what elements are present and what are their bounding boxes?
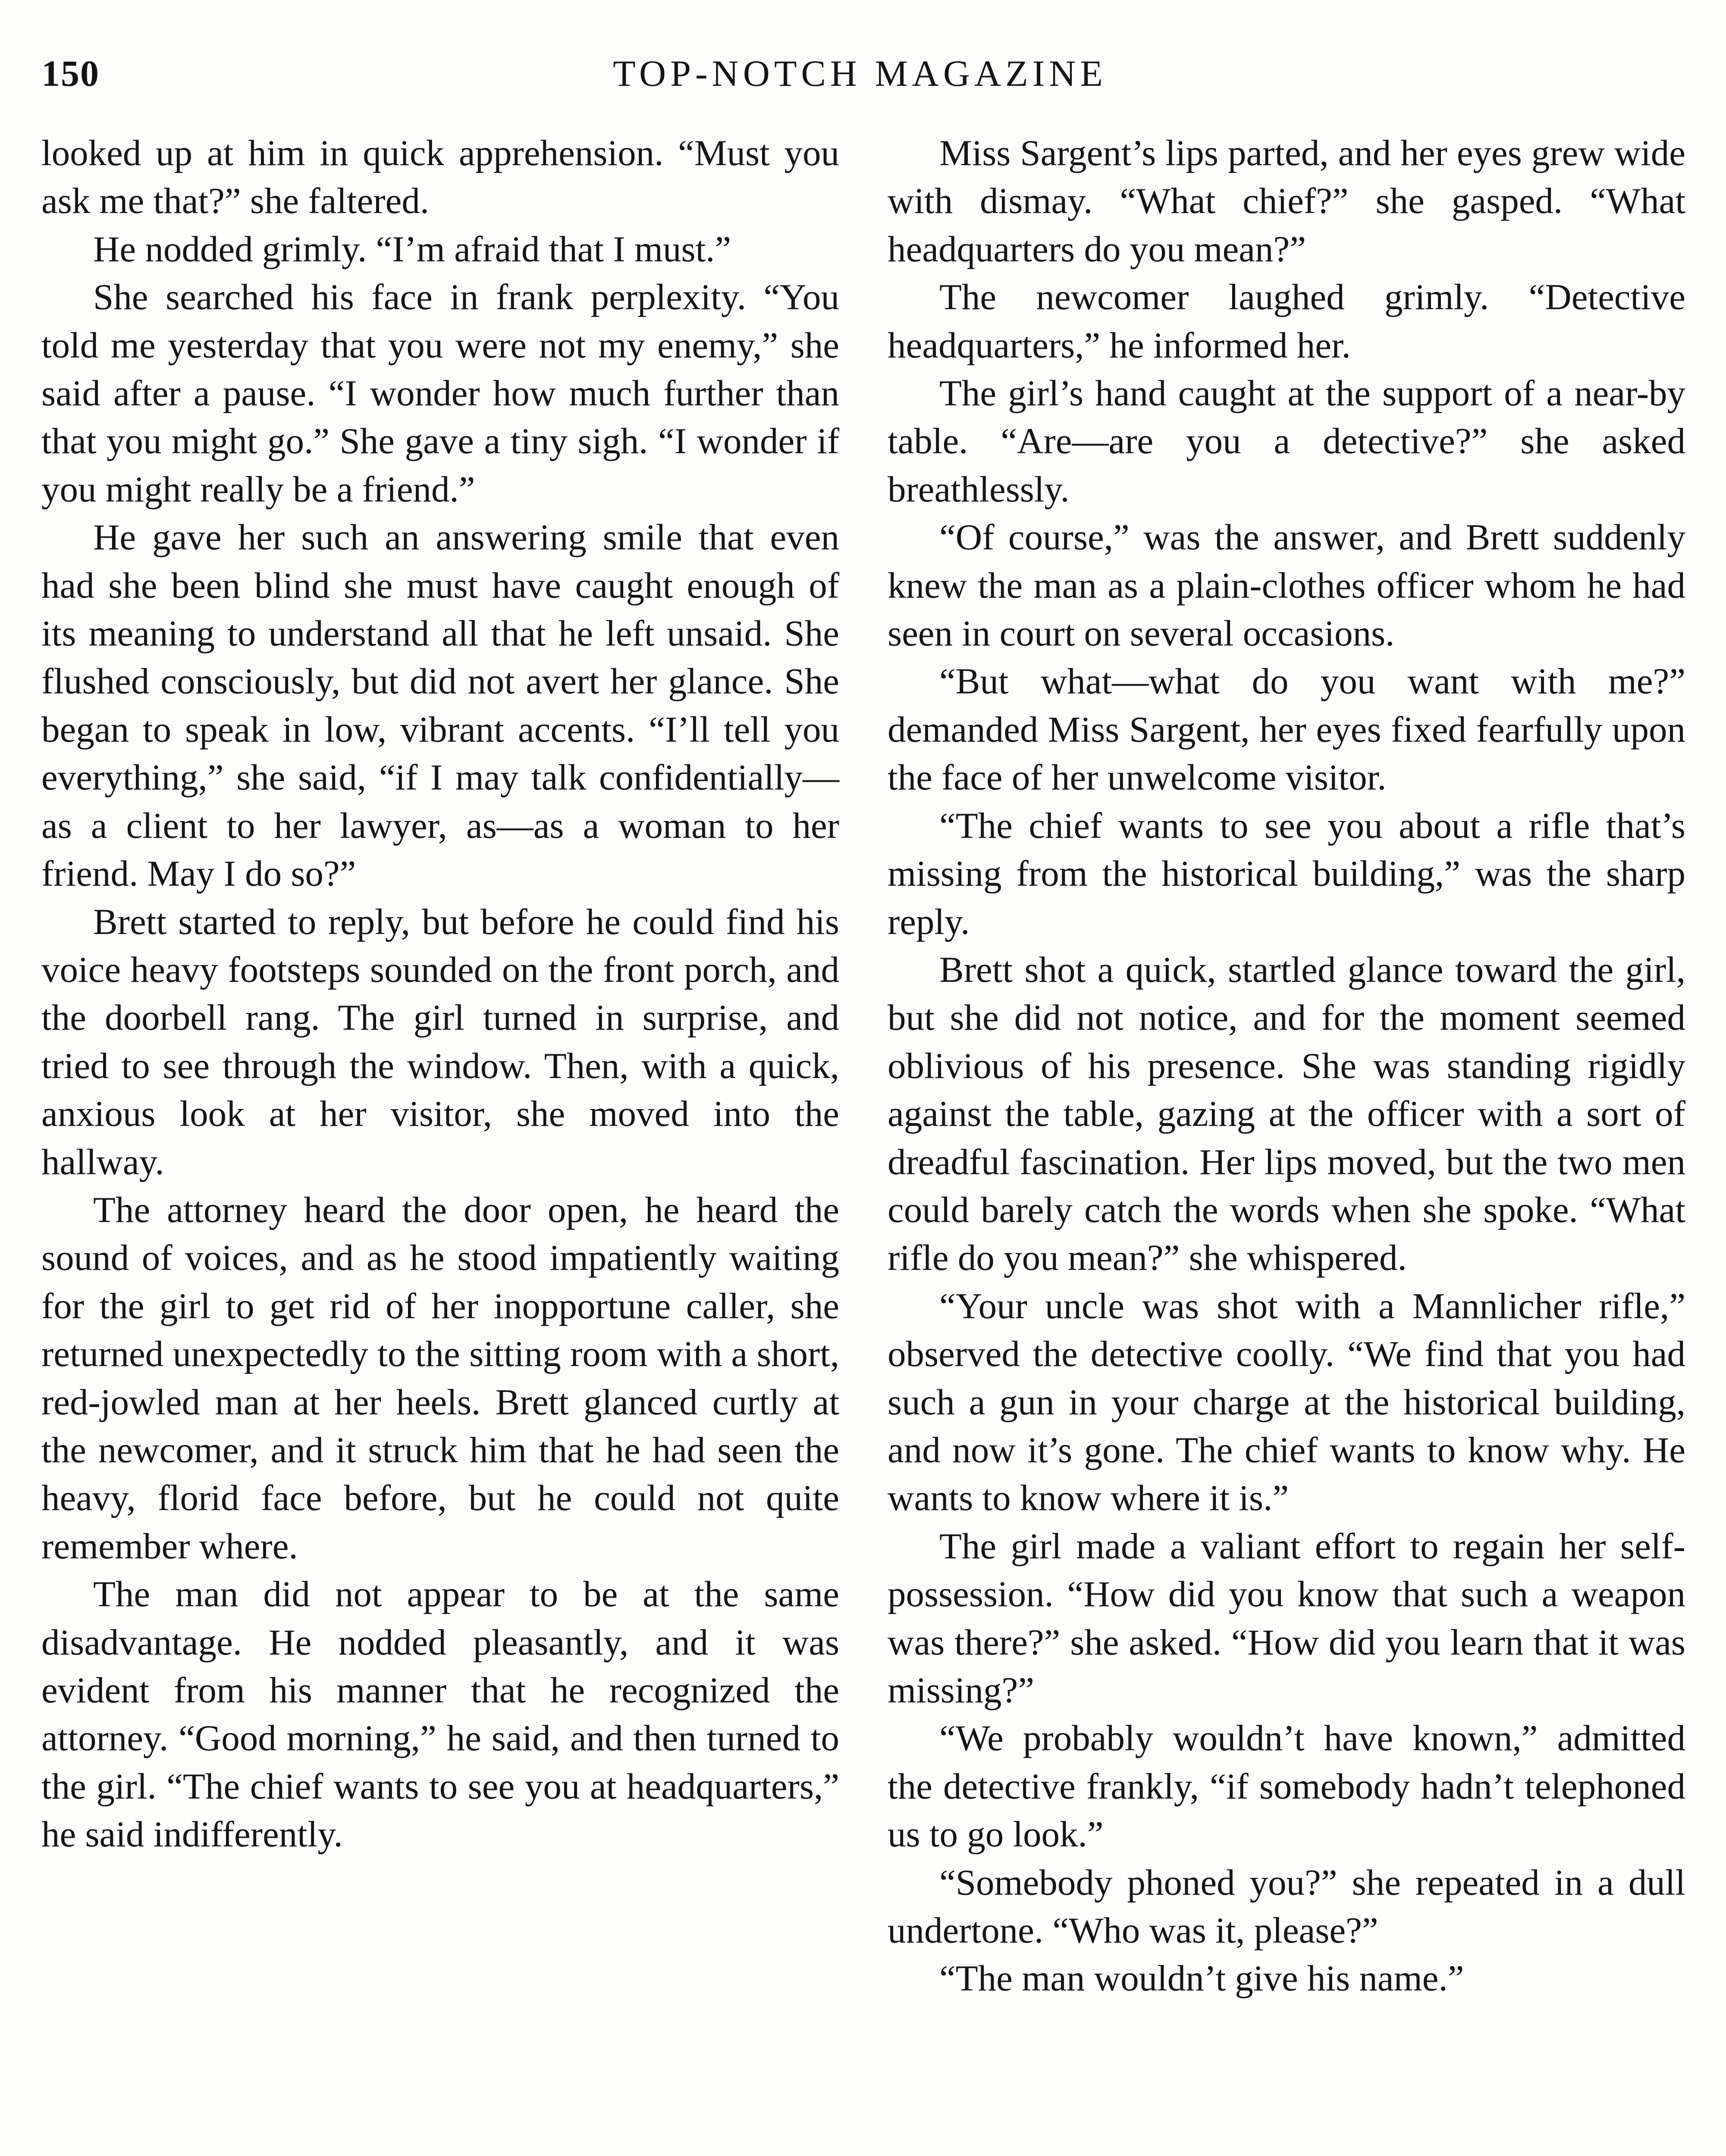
running-head: TOP-NOTCH MAGAZINE (613, 53, 1107, 94)
paragraph: “Your uncle was shot with a Mannlicher rifle,” observed the detective coolly. “We find that you had such a gun in your charge at the historical building, and now it’s gone. The chief wants to know why. He wants to know where it is.” (888, 1285, 1685, 1519)
paragraph: “The chief wants to see you about a rifle that’s missing from the historical building,” was the sharp reply. (888, 805, 1685, 942)
paragraph: “Somebody phoned you?” she repeated in a dull undertone. “Who was it, please?” (888, 1862, 1685, 1951)
paragraph: Brett started to reply, but before he could find his voice heavy footsteps sounded on the front porch, and the doorbell rang. The girl turned in surprise, and tried to see through the window. Then, with a quick, anxious look at her visitor, she moved into the hallway. (41, 901, 839, 1182)
paragraph: The girl made a valiant effort to regain her self-possession. “How did you know that such a weapon was there?” she asked. “How did you learn that it was missing?” (888, 1526, 1685, 1711)
paragraph: “We probably wouldn’t have known,” admitted the detective frankly, “if somebody hadn’t telephoned us to go look.” (888, 1718, 1685, 1855)
paragraph: The girl’s hand caught at the support of a near-by table. “Are—are you a detective?” she asked breathlessly. (888, 373, 1685, 510)
page-header (41, 52, 1679, 103)
paragraph: She searched his face in frank perplexity. “You told me yesterday that you were not my enemy,” she said after a pause. “I wonder how much further than that you might go.” She gave a tiny sigh. “I wonder if you might really be a friend.” (41, 277, 839, 510)
text-column-right (888, 129, 1685, 2003)
paragraph: looked up at him in quick apprehension. “Must you ask me that?” she faltered. (41, 133, 839, 222)
paragraph: The newcomer laughed grimly. “Detective headquarters,” he informed her. (888, 277, 1685, 366)
paragraph: Miss Sargent’s lips parted, and her eyes grew wide with dismay. “What chief?” she gasped. “What headquarters do you mean?” (888, 133, 1685, 270)
paragraph: The man did not appear to be at the same disadvantage. He nodded pleasantly, and it was evident from his manner that he recognized the attorney. “Good morning,” he said, and then turned to the girl. “The chief wants to see you at headquarters,” he said indifferently. (41, 1574, 839, 1855)
paragraph: He gave her such an answering smile that even had she been blind she must have caught enough of its meaning to understand all that he left unsaid. She flushed consciously, but did not avert her glance. She began to speak in low, vibrant accents. “I’ll tell you everything,” she said, “if I may talk confidentially—as a client to her lawyer, as—as a woman to her friend. May I do so?” (41, 517, 839, 894)
paragraph: “The man wouldn’t give his name.” (939, 1958, 1464, 1999)
paragraph: The attorney heard the door open, he heard the sound of voices, and as he stood impatiently waiting for the girl to get rid of her inopportune caller, she returned unexpectedly to the sitting room with a short, red-jowled man at her heels. Brett glanced curtly at the newcomer, and it struck him that he had seen the heavy, florid face before, but he could not quite remember where. (41, 1189, 839, 1567)
paragraph: Brett shot a quick, startled glance toward the girl, but she did not notice, and for the moment seemed oblivious of his presence. She was standing rigidly against the table, gazing at the officer with a sort of dreadful fascination. Her lips moved, but the two men could barely catch the words when she spoke. “What rifle do you mean?” she whispered. (888, 949, 1685, 1279)
paragraph: “But what—what do you want with me?” demanded Miss Sargent, her eyes fixed fearfully upon the face of her unwelcome visitor. (888, 661, 1685, 798)
paragraph: “Of course,” was the answer, and Brett suddenly knew the man as a plain-clothes officer whom he had seen in court on several occasions. (888, 517, 1685, 654)
text-column-left (41, 129, 839, 1859)
paragraph: He nodded grimly. “I’m afraid that I must.” (93, 229, 731, 270)
page-number: 150 (41, 53, 100, 94)
